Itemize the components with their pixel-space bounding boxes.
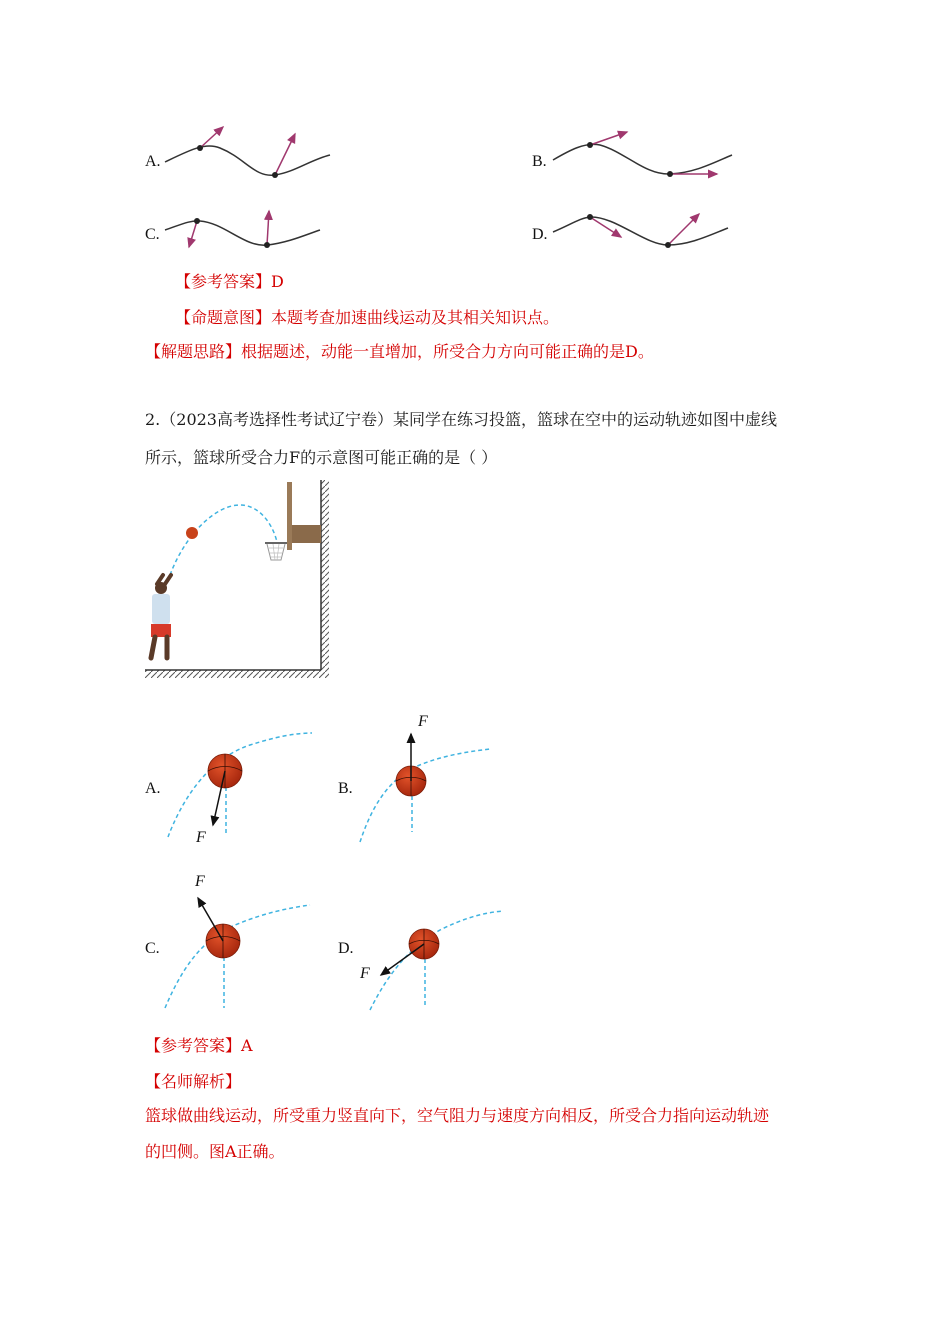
q1-solution: 【解题思路】根据题述，动能一直增加，所受合力方向可能正确的是D。 bbox=[145, 342, 654, 361]
q1-option-b-label: B. bbox=[532, 153, 547, 170]
q2-option-c-figure bbox=[160, 868, 320, 1013]
q2-analysis-line1: 篮球做曲线运动，所受重力竖直向下，空气阻力与速度方向相反，所受合力指向运动轨迹 bbox=[145, 1106, 770, 1125]
q1-option-a-label: A. bbox=[145, 153, 161, 170]
q1-option-b-figure bbox=[550, 120, 740, 190]
q1-option-c-figure bbox=[160, 200, 330, 260]
force-label-c: F bbox=[195, 873, 205, 890]
q1-answer: 【参考答案】D bbox=[175, 272, 284, 291]
force-label-d: F bbox=[360, 965, 370, 982]
q2-option-c-label: C. bbox=[145, 940, 160, 957]
q1-option-d-figure bbox=[550, 200, 740, 260]
q2-option-b-label: B. bbox=[338, 780, 353, 797]
q2-stem-line1: 2.（2023高考选择性考试辽宁卷）某同学在练习投篮，篮球在空中的运动轨迹如图中虚线 bbox=[145, 410, 777, 429]
q2-option-a-figure bbox=[160, 725, 320, 850]
q2-option-b-figure bbox=[355, 712, 495, 847]
q1-option-d-label: D. bbox=[532, 226, 548, 243]
q1-intent: 【命题意图】本题考查加速曲线运动及其相关知识点。 bbox=[175, 308, 560, 327]
force-label-a: F bbox=[196, 829, 206, 846]
q2-option-d-label: D. bbox=[338, 940, 354, 957]
q2-analysis-title: 【名师解析】 bbox=[145, 1072, 242, 1091]
q2-option-d-figure bbox=[355, 905, 510, 1015]
q1-option-a-figure bbox=[160, 120, 340, 190]
force-label-b: F bbox=[418, 713, 428, 730]
basketball-scene-figure bbox=[145, 480, 335, 685]
q2-option-a-label: A. bbox=[145, 780, 161, 797]
q2-analysis-line2: 的凹侧。图A正确。 bbox=[145, 1142, 285, 1161]
q2-answer: 【参考答案】A bbox=[145, 1036, 253, 1055]
q2-stem-line2: 所示，篮球所受合力F的示意图可能正确的是（ ） bbox=[145, 448, 498, 467]
q1-option-c-label: C. bbox=[145, 226, 160, 243]
